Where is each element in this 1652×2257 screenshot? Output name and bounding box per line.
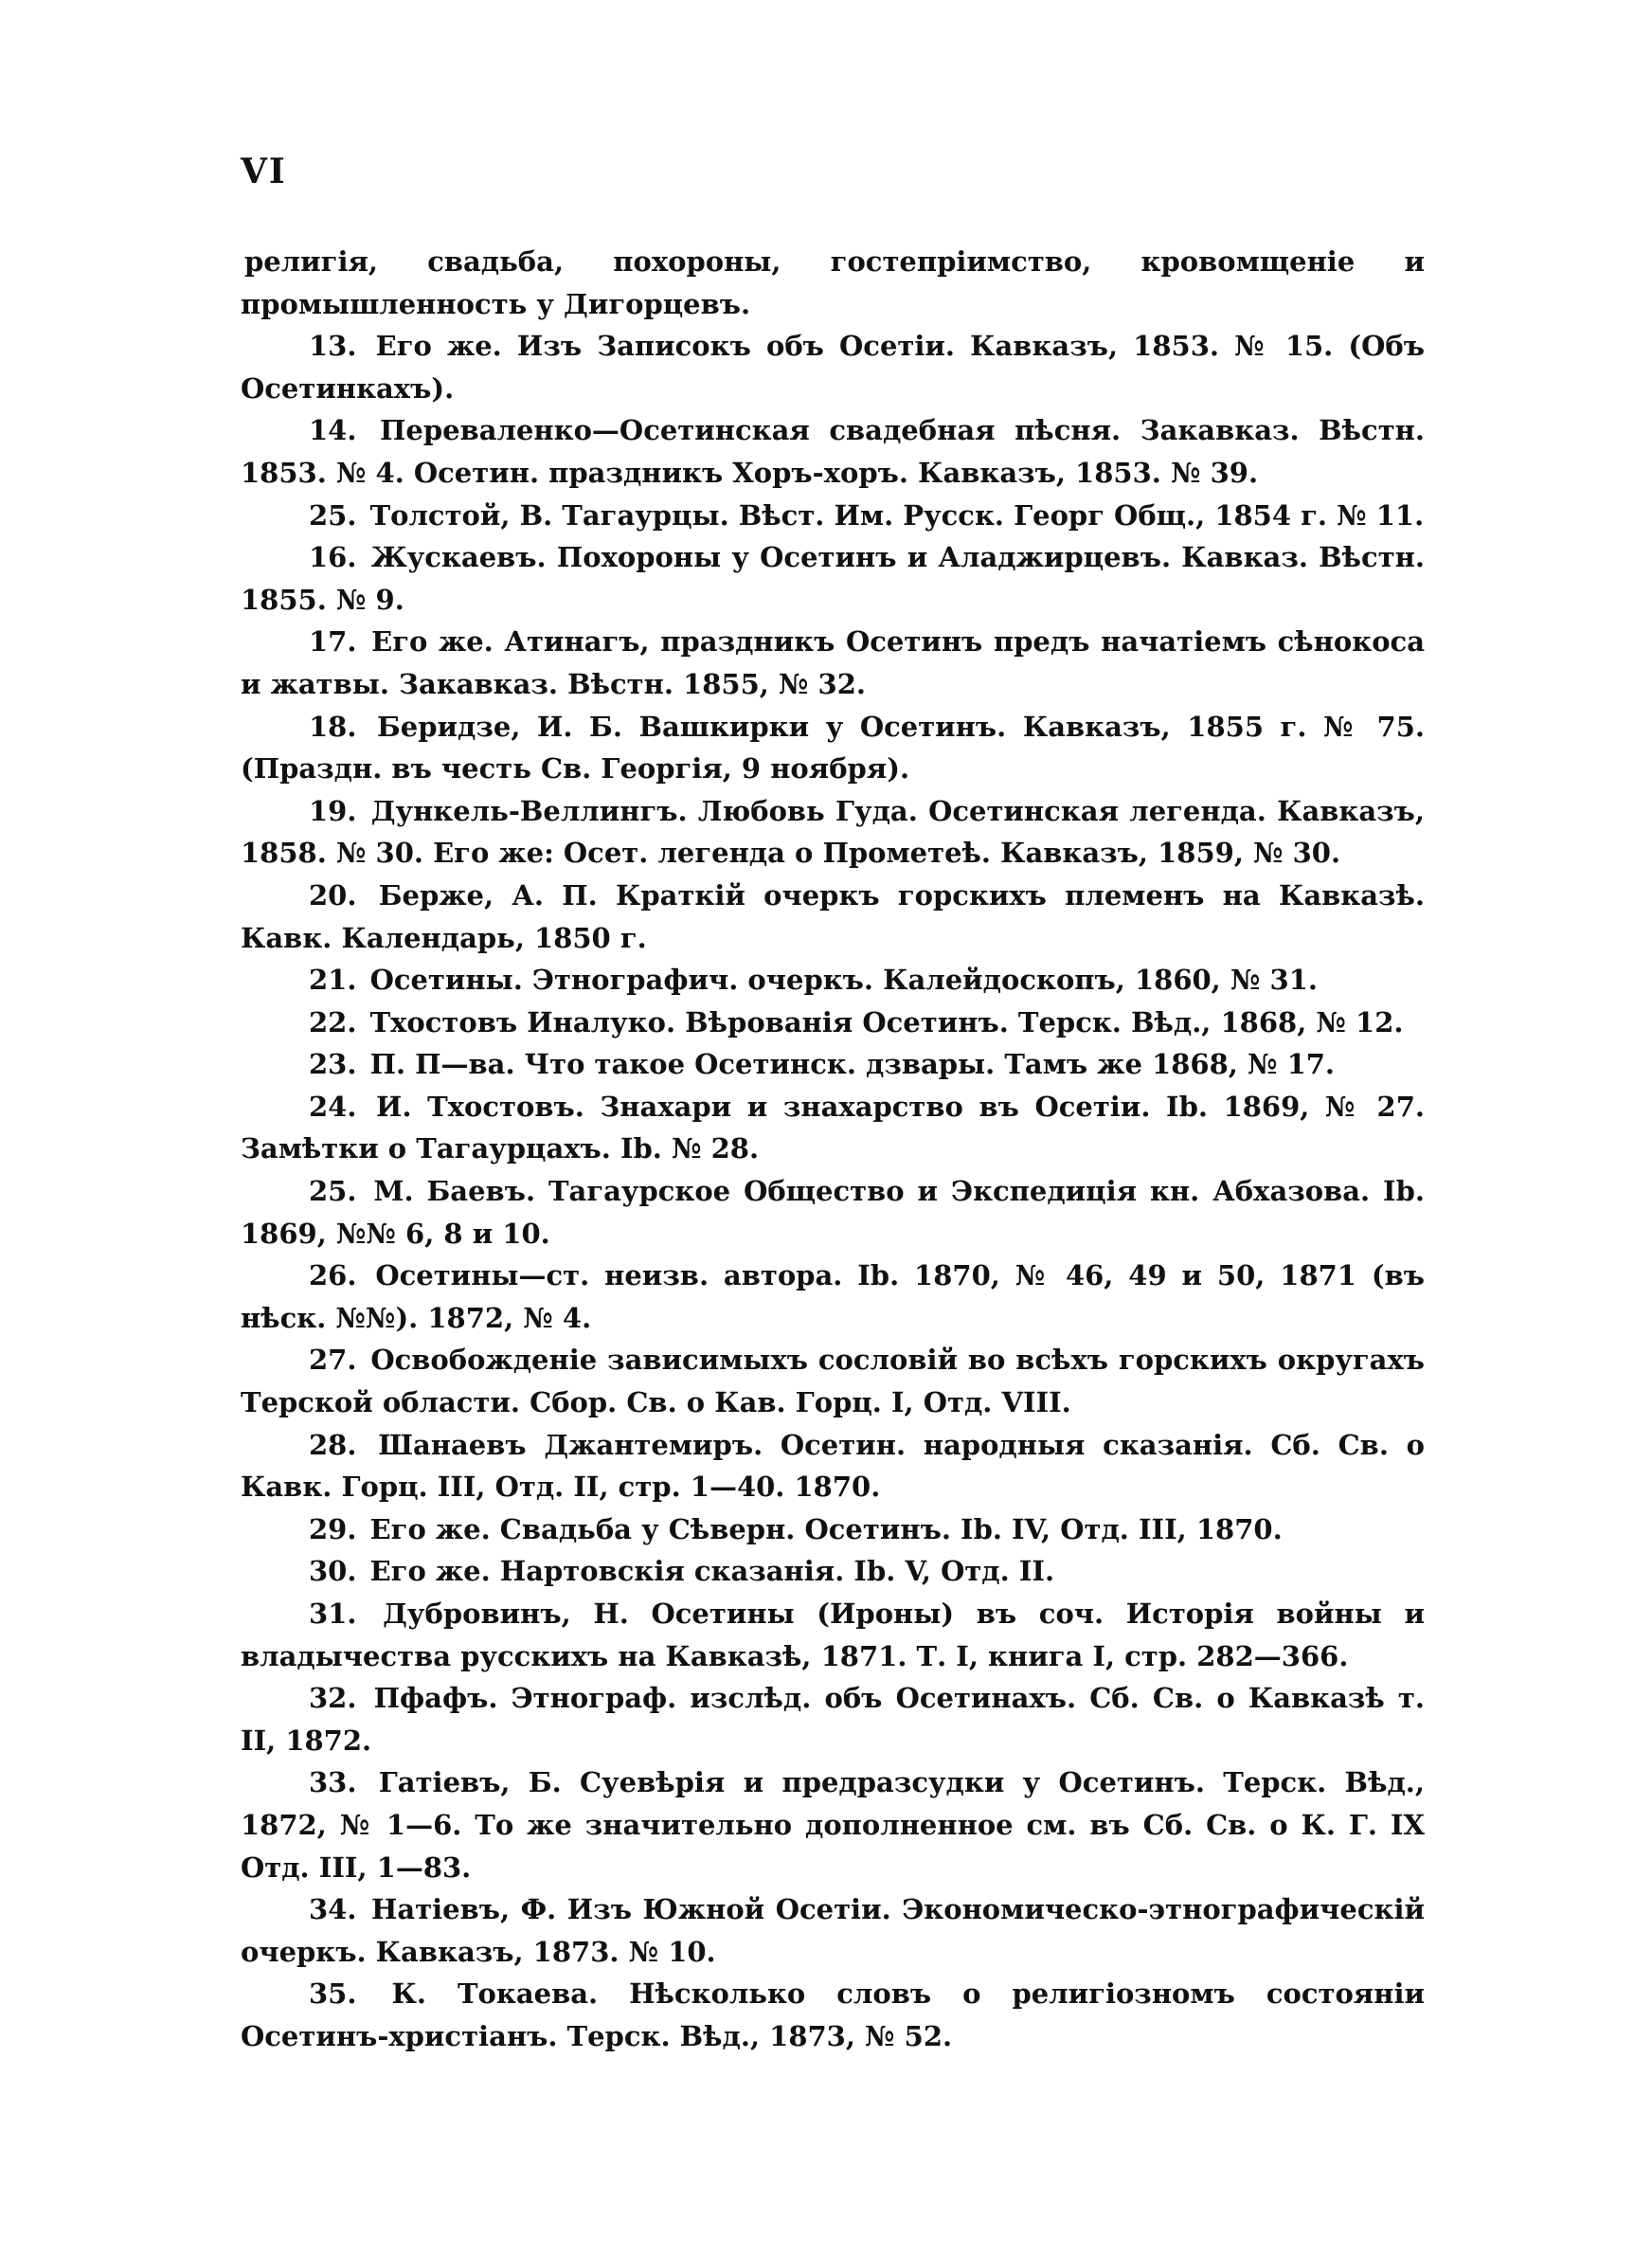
bibliography-entry — [241, 1043, 1425, 1086]
entry-text: Берже, А. П. Краткій очеркъ горскихъ племенъ на Кавказѣ. Кавк. Календарь, 1850 г. — [241, 878, 1425, 954]
bibliography-entry — [241, 959, 1425, 1002]
entry-number: 25. — [309, 1175, 357, 1208]
entry-number: 17. — [309, 625, 357, 659]
bibliography-entry — [241, 1973, 1425, 2057]
entry-text: Беридзе, И. Б. Вашкирки у Осетинъ. Кавказъ, 1855 г. № 75. (Праздн. въ честь Св. Георгія, 9 ноября). — [241, 710, 1425, 785]
bibliography-entry — [241, 1170, 1425, 1255]
entry-text: Натіевъ, Ф. Изъ Южной Осетіи. Экономическо-этнографическій очеркъ. Кавказъ, 1873. № 10. — [241, 1893, 1425, 1968]
bibliography-entry — [241, 1086, 1425, 1170]
bibliography-entry — [241, 706, 1425, 790]
bibliography-entry — [241, 495, 1425, 537]
entry-text: Переваленко—Осетинская свадебная пѣсня. Закавказ. Вѣстн. 1853. № 4. Осетин. праздникъ Хоръ-хоръ. Кавказъ, 1853. № 39. — [241, 414, 1425, 489]
entry-number: 28. — [309, 1428, 357, 1461]
entry-text: Толстой, В. Тагаурцы. Вѣст. Им. Русск. Георг Общ., 1854 г. № 11. — [369, 498, 1425, 532]
bibliography-entry — [241, 1002, 1425, 1044]
page-number: VI — [241, 152, 287, 191]
bibliography-entry — [241, 790, 1425, 875]
entry-text: религія, свадьба, похороны, гостепріимство, кровомщеніе и промышленность у Дигорцевъ. — [241, 245, 1425, 320]
bibliography-entry — [241, 1677, 1425, 1761]
entry-number: 31. — [309, 1598, 357, 1630]
entry-text: Жускаевъ. Похороны у Осетинъ и Аладжирцевъ. Кавказ. Вѣстн. 1855. № 9. — [241, 541, 1425, 616]
entry-number: 21. — [309, 964, 357, 997]
entry-number: 16. — [309, 541, 357, 574]
entry-text: Дубровинъ, Н. Осетины (Ироны) въ соч. Исторія войны и владычества русскихъ на Кавказѣ, 1871. Т. I, книга I, стр. 282—366. — [241, 1598, 1425, 1672]
entry-text: Гатіевъ, Б. Суевѣрія и предразсудки у Осетинъ. Терск. Вѣд., 1872, № 1—6. То же значительно дополненное см. въ Сб. Св. о К. Г. IX Отд. III, 1—83. — [241, 1766, 1425, 1884]
entry-text: П. П—ва. Что такое Осетинск. дзвары. Тамъ же 1868, № 17. — [369, 1048, 1336, 1081]
bibliography-entry — [241, 621, 1425, 705]
entry-number: 30. — [309, 1555, 357, 1588]
entry-text: Шанаевъ Джантемиръ. Осетин. народныя сказанія. Сб. Св. о Кавк. Горц. III, Отд. II, стр. 1—40. 1870. — [241, 1428, 1425, 1504]
bibliography-entry — [241, 875, 1425, 959]
entry-number: 23. — [309, 1048, 357, 1081]
entry-text: Освобожденіе зависимыхъ сословій во всѣхъ горскихъ округахъ Терской области. Сбор. Св. о Кав. Горц. I, Отд. VIII. — [241, 1344, 1425, 1419]
entry-number: 27. — [309, 1344, 357, 1377]
entry-text: Осетины. Этнографич. очеркъ. Калейдоскопъ, 1860, № 31. — [369, 964, 1318, 997]
entry-number: 18. — [309, 710, 357, 743]
bibliography-entry — [241, 241, 1425, 325]
entry-number: 22. — [309, 1005, 357, 1038]
entry-number: 14. — [309, 414, 357, 447]
entry-text: К. Токаева. Нѣсколько словъ о религіозномъ состояніи Осетинъ-христіанъ. Терск. Вѣд., 1873, № 52. — [241, 1977, 1425, 2052]
entry-number: 33. — [309, 1766, 357, 1799]
bibliography-entry — [241, 1593, 1425, 1677]
entry-text: Его же. Атинагъ, праздникъ Осетинъ предъ начатіемъ сѣнокоса и жатвы. Закавказ. Вѣстн. 1855, № 32. — [241, 625, 1425, 700]
bibliography-entry — [241, 1255, 1425, 1339]
entry-number: 26. — [309, 1259, 357, 1292]
bibliography-entry — [241, 1761, 1425, 1888]
entry-number: 35. — [309, 1977, 357, 2011]
bibliography-entry — [241, 1888, 1425, 1973]
entry-number: 29. — [309, 1512, 357, 1545]
entry-number: 25. — [309, 498, 357, 532]
bibliography-entry — [241, 325, 1425, 409]
bibliography-entry — [241, 1424, 1425, 1508]
bibliography-list — [241, 241, 1425, 2058]
entry-text: Дункель-Веллингъ. Любовь Гуда. Осетинская легенда. Кавказъ, 1858. № 30. Его же: Осет. легенда о Прометеѣ. Кавказъ, 1859, № 30. — [241, 794, 1425, 870]
entry-number: 19. — [309, 794, 357, 827]
bibliography-entry — [241, 1550, 1425, 1593]
bibliography-entry — [241, 1339, 1425, 1423]
entry-number: 13. — [309, 330, 357, 363]
entry-text: Его же. Свадьба у Сѣверн. Осетинъ. Ib. IV, Отд. III, 1870. — [369, 1512, 1283, 1545]
entry-text: И. Тхостовъ. Знахари и знахарство въ Осетіи. Ib. 1869, № 27. Замѣтки о Тагаурцахъ. Ib. № 28. — [241, 1090, 1425, 1165]
entry-text: Осетины—ст. неизв. автора. Ib. 1870, № 46, 49 и 50, 1871 (въ нѣск. №№). 1872, № 4. — [241, 1259, 1425, 1334]
entry-text: Его же. Нартовскія сказанія. Ib. V, Отд. II. — [369, 1555, 1055, 1588]
entry-number: 32. — [309, 1682, 357, 1715]
entry-number: 34. — [309, 1893, 357, 1926]
bibliography-entry — [241, 1508, 1425, 1551]
entry-text: Тхостовъ Иналуко. Вѣрованія Осетинъ. Терск. Вѣд., 1868, № 12. — [369, 1005, 1404, 1038]
entry-number: 20. — [309, 878, 357, 912]
bibliography-entry — [241, 536, 1425, 621]
entry-text: Его же. Изъ Записокъ объ Осетіи. Кавказъ, 1853. № 15. (Объ Осетинкахъ). — [241, 330, 1425, 405]
bibliography-entry — [241, 409, 1425, 494]
entry-text: М. Баевъ. Тагаурское Общество и Экспедиція кн. Абхазова. Ib. 1869, №№ 6, 8 и 10. — [241, 1175, 1425, 1250]
entry-text: Пфафъ. Этнограф. изслѣд. объ Осетинахъ. Сб. Св. о Кавказѣ т. II, 1872. — [241, 1682, 1425, 1757]
entry-number: 24. — [309, 1090, 357, 1123]
